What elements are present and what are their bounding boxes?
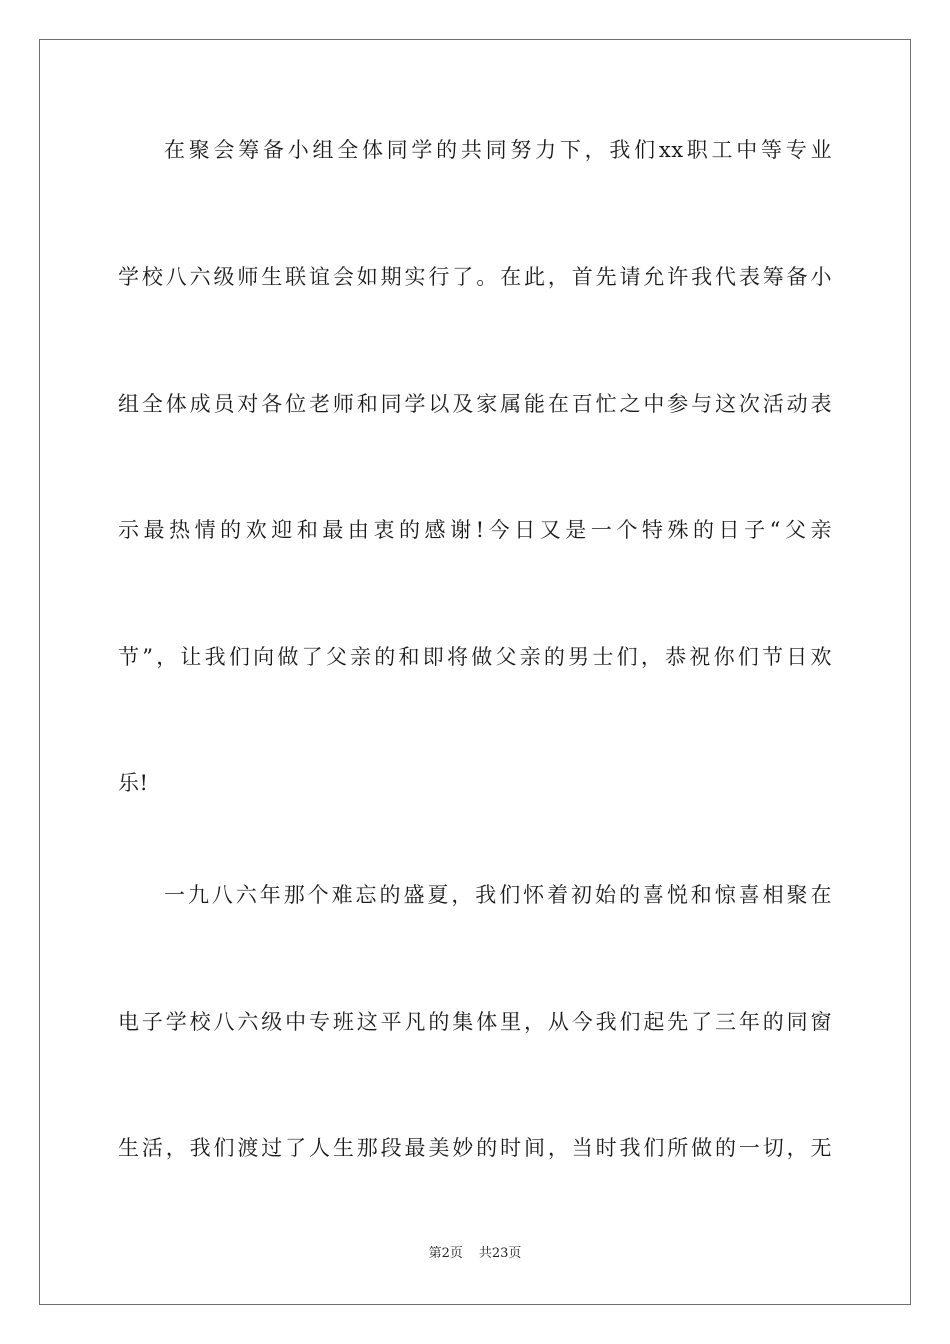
paragraph-line: 一九八六年那个难忘的盛夏，我们怀着初始的喜悦和惊喜相聚在 bbox=[164, 883, 832, 907]
total-page-count: 共23页 bbox=[478, 1246, 522, 1261]
page-footer bbox=[0, 1245, 950, 1263]
paragraph-line: 示最热情的欢迎和最由衷的感谢!今日又是一个特殊的日子“父亲 bbox=[118, 518, 832, 542]
paragraph-line: 电子学校八六级中专班这平凡的集体里，从今我们起先了三年的同窗 bbox=[118, 1010, 832, 1034]
page-border bbox=[39, 39, 911, 1305]
current-page-number: 第2页 bbox=[428, 1246, 463, 1261]
paragraph-line: 学校八六级师生联谊会如期实行了。在此，首先请允许我代表筹备小 bbox=[118, 265, 832, 289]
paragraph-line: 在聚会筹备小组全体同学的共同努力下，我们xx职工中等专业 bbox=[164, 138, 832, 162]
paragraph-line: 组全体成员对各位老师和同学以及家属能在百忙之中参与这次活动表 bbox=[118, 392, 832, 416]
paragraph-line: 生活，我们渡过了人生那段最美妙的时间，当时我们所做的一切，无 bbox=[118, 1136, 832, 1160]
paragraph-line: 乐! bbox=[118, 771, 149, 795]
paragraph-line: 节”，让我们向做了父亲的和即将做父亲的男士们，恭祝你们节日欢 bbox=[118, 645, 832, 669]
